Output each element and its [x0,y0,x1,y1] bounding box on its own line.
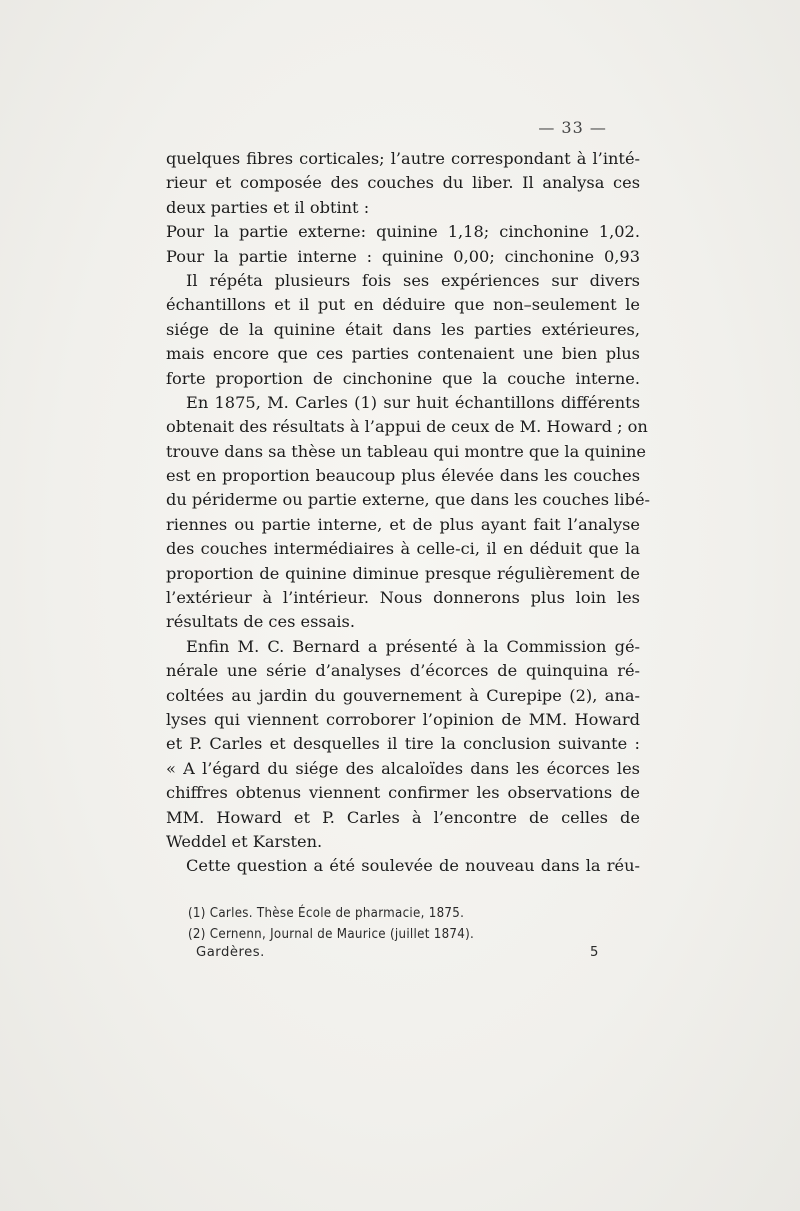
text-line: riennes ou partie interne, et de plus ayant fait l’analyse [166,514,640,534]
text-line: Il répéta plusieurs fois ses expériences sur divers [186,270,640,290]
page-number-header: — 33 — [538,118,607,137]
text-line: échantillons et il put en déduire que non–seulement le [166,295,640,315]
text-line: Enfin M. C. Bernard a présenté à la Commission gé- [186,636,640,656]
footnotes [188,903,508,945]
text-line: En 1875, M. Carles (1) sur huit échantillons différents [186,392,640,412]
text-line: du périderme ou partie externe, que dans les couches libé- [166,490,650,510]
footnote: (2) Cernenn, Journal de Maurice (juillet 1874). [188,927,475,942]
body-text [166,147,650,879]
text-line: et P. Carles et desquelles il tire la conclusion suivante : [166,734,640,754]
text-line: coltées au jardin du gouvernement à Curepipe (2), ana- [166,685,640,705]
text-line: est en proportion beaucoup plus élevée dans les couches [166,466,640,486]
text-line: forte proportion de cinchonine que la couche interne. [166,368,640,388]
text-line: deux parties et il obtint : [166,197,370,217]
text-line: Pour la partie externe: quinine 1,18; cinchonine 1,02. [166,222,640,242]
text-line: l’extérieur à l’intérieur. Nous donnerons plus loin les [166,588,640,608]
text-line: nérale une série d’analyses d’écorces de quinquina ré- [166,661,640,681]
text-line: « A l’égard du siége des alcaloïdes dans les écorces les [166,758,640,778]
text-line: proportion de quinine diminue presque régulièrement de [166,563,640,583]
text-line: des couches intermédiaires à celle-ci, il en déduit que la [166,539,640,559]
text-line: lyses qui viennent corroborer l’opinion de MM. Howard [166,709,640,729]
text-line: siége de la quinine était dans les parties extérieures, [166,319,640,339]
text-line: résultats de ces essais. [166,612,356,632]
text-line: Weddel et Karsten. [166,831,323,851]
text-line: rieur et composée des couches du liber. Il analysa ces [166,173,640,193]
text-line: trouve dans sa thèse un tableau qui montre que la quinine [166,441,646,461]
printer-signature-mark: Gardères. [196,945,265,960]
text-line: Cette question a été soulevée de nouveau dans la réu- [186,856,640,876]
text-line: Pour la partie interne : quinine 0,00; cinchonine 0,93 [166,246,640,266]
text-line: quelques fibres corticales; l’autre correspondant à l’inté- [166,149,640,168]
text-line: chiffres obtenus viennent confirmer les observations de [166,783,640,803]
text-line: obtenait des résultats à l’appui de ceux de M. Howard ; on [166,417,648,437]
text-line: MM. Howard et P. Carles à l’encontre de celles de [166,807,640,827]
footnote: (1) Carles. Thèse École de pharmacie, 1875. [188,906,465,921]
text-line: mais encore que ces parties contenaient une bien plus [166,344,640,364]
sheet-number: 5 [590,945,599,960]
